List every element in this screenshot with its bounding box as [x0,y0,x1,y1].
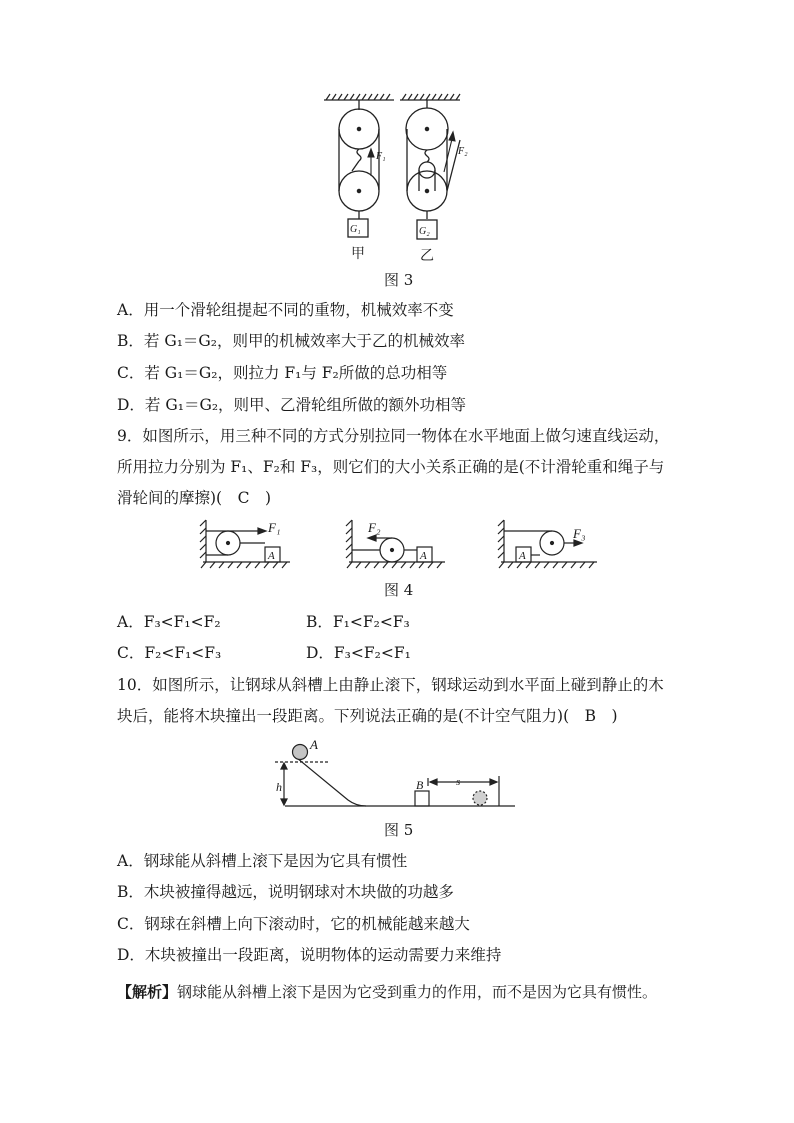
q10-stem-line-2: 块后，能将木块撞出一段距离。下列说法正确的是(不计空气阻力)( B ) [117,707,618,725]
q9-stem-line-1: 9．如图所示，用三种不同的方式分别拉同一物体在水平地面上做匀速直线运动， [117,427,670,445]
q9-option-b: B．F₁<F₂<F₃ [306,613,410,631]
analysis-text: 钢球能从斜槽上滚下是因为它受到重力的作用，而不是因为它具有惯性。 [177,983,658,1001]
label-g2: G₂ [419,226,430,237]
small-pulley-yi [419,162,435,178]
label-distance-s: s [456,776,461,788]
q10-option-c: C．钢球在斜槽上向下滚动时，它的机械能越来越大 [117,915,470,933]
setup-2 [346,520,445,568]
q8-option-a: A．用一个滑轮组提起不同的重物，机械效率不变 [117,301,454,319]
q9-option-d: D．F₃<F₂<F₁ [306,644,411,662]
pulley-system-yi [406,100,460,239]
figure-3-pulleys [0,0,794,270]
ball-final-position [473,791,487,805]
q8-option-c: C．若 G₁＝G₂，则拉力 F₁与 F₂所做的总功相等 [117,364,448,382]
arrow-f1 [368,149,374,176]
ball-a [293,745,308,760]
label-ball-a: A [310,737,318,752]
q9-stem-line-2: 所用拉力分别为 F₁、F₂和 F₃，则它们的大小关系正确的是(不计滑轮重和绳子与 [117,458,665,476]
q10-option-d: D．木块被撞出一段距离，说明物体的运动需要力来维持 [117,946,502,964]
q10-option-b: B．木块被撞得越远，说明钢球对木块做的功越多 [117,883,454,901]
label-g1: G₁ [350,224,361,235]
label-f1: F₁ [376,151,386,162]
label-f3-fig4: F₃ [573,526,586,541]
label-block-b: B [416,778,424,792]
label-jia: 甲 [351,247,365,262]
q10-stem-line-1: 10．如图所示，让钢球从斜槽上由静止滚下，钢球运动到水平面上碰到静止的木 [117,676,664,694]
q9-stem-line-3: 滑轮间的摩擦)( C ) [117,489,272,507]
q10-option-a: A．钢球能从斜槽上滚下是因为它具有惯性 [117,852,408,870]
label-f2-fig4: F₂ [368,520,381,535]
label-yi: 乙 [420,249,434,264]
ceiling-jia [324,94,394,100]
figure-5-incline [0,733,794,813]
q9-option-c: C．F₂<F₁<F₃ [117,644,222,662]
label-block-a-1: A [268,550,275,562]
q9-option-a: A．F₃<F₁<F₂ [117,613,221,631]
figure-4-pulley-setups [0,510,794,590]
label-f1-fig4: F₁ [268,520,281,535]
incline-ramp [297,758,366,806]
label-f2: F₂ [458,146,468,157]
analysis-tag: 【解析】 [117,983,178,1001]
incline-setup [275,758,515,806]
label-block-a-2: A [420,550,427,562]
pulley-system-jia [339,100,379,237]
label-height-h: h [276,780,282,794]
q10-analysis [117,982,657,1002]
figure-3-caption: 图 3 [384,271,414,289]
figure-4-caption: 图 4 [384,581,414,599]
q8-option-d: D．若 G₁＝G₂，则甲、乙滑轮组所做的额外功相等 [117,396,467,414]
block-b [415,791,429,806]
q8-option-b: B．若 G₁＝G₂，则甲的机械效率大于乙的机械效率 [117,332,466,350]
figure-5-caption: 图 5 [384,821,414,839]
label-block-a-3: A [519,550,526,562]
ceiling-yi [400,94,460,100]
